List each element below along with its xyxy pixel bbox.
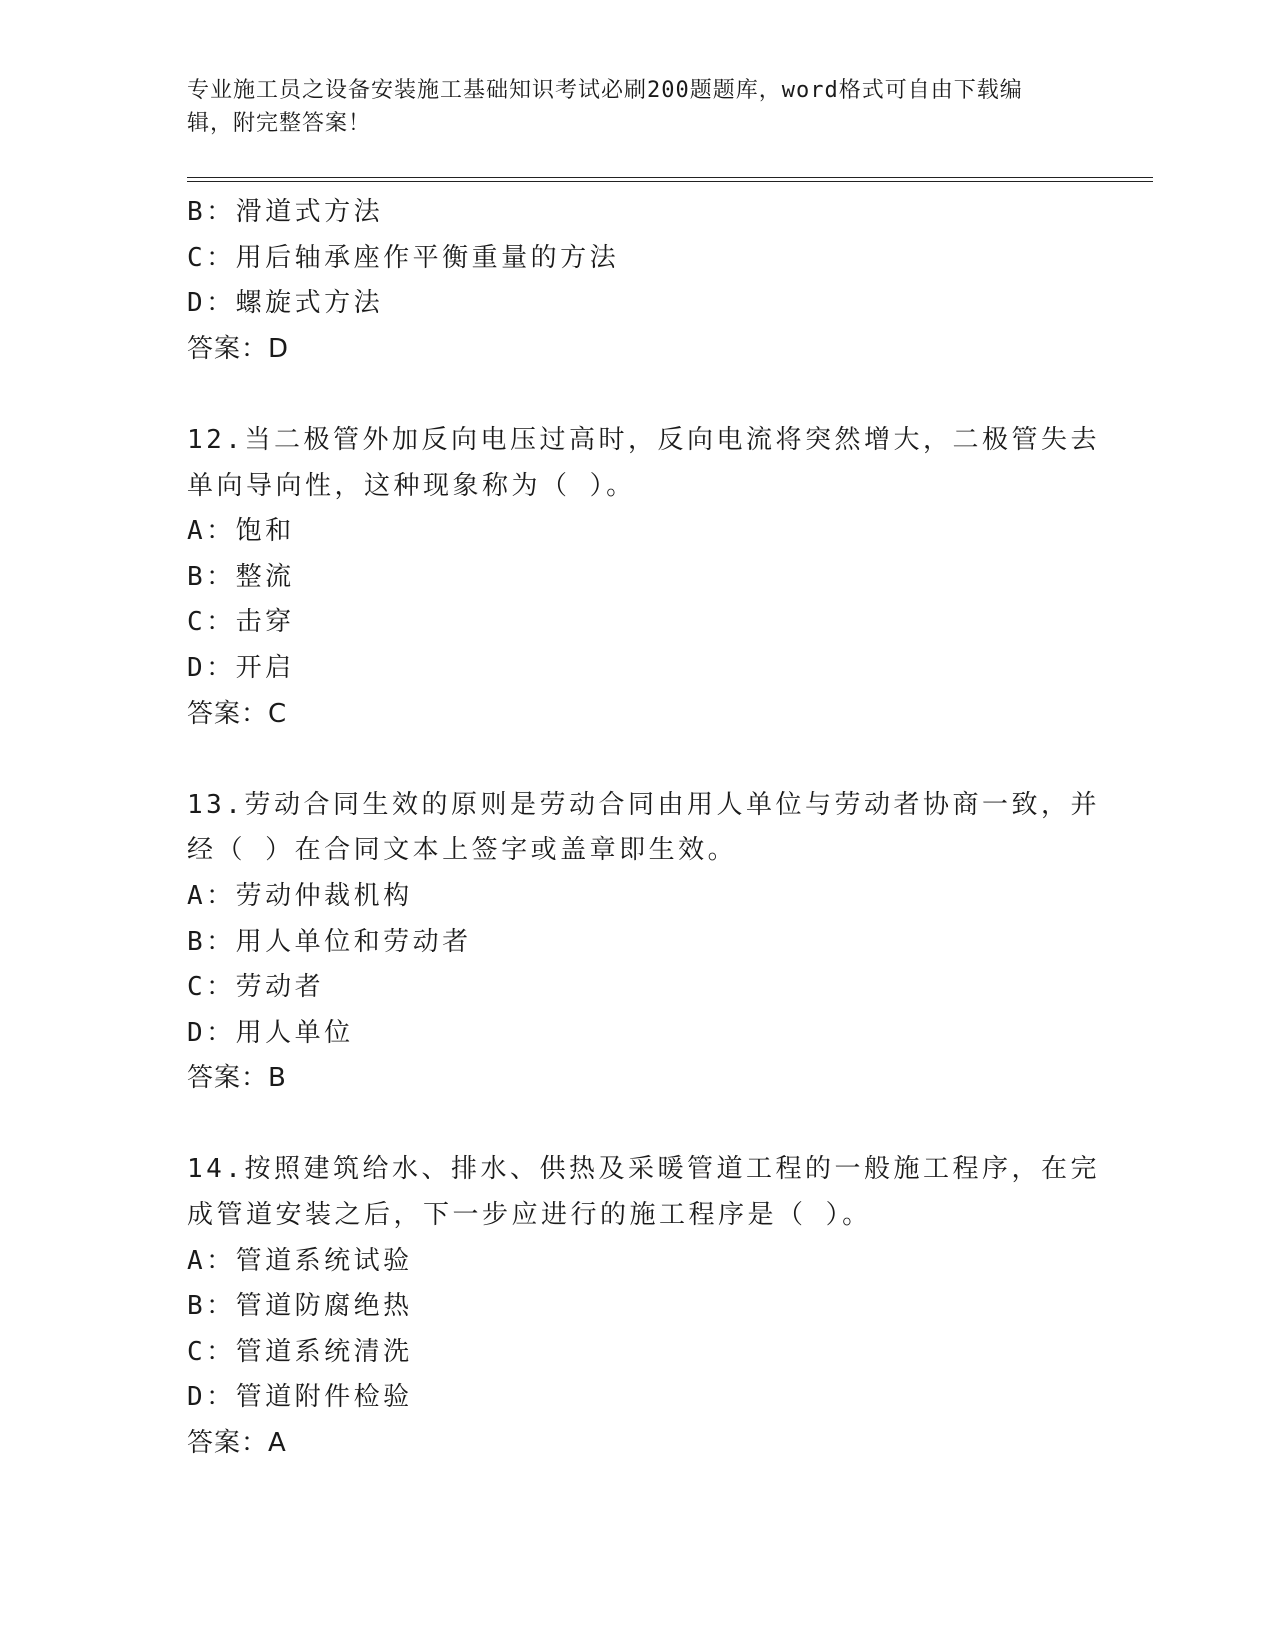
- question-stem: 经（ ）在合同文本上签字或盖章即生效。: [187, 835, 738, 866]
- question-stem: 12.当二极管外加反向电压过高时，反向电流将突然增大，二极管失去: [187, 424, 1100, 455]
- question-stem: 单向导向性，这种现象称为（ ）。: [187, 470, 636, 501]
- header-divider: [187, 177, 1153, 182]
- option-d: D：开启: [187, 652, 295, 683]
- option-c: C：用后轴承座作平衡重量的方法: [187, 242, 620, 273]
- document-header: 专业施工员之设备安装施工基础知识考试必刷200题题库，word格式可自由下载编辑，附完整答案！: [187, 78, 1023, 136]
- option-c: C：劳动者: [187, 972, 325, 1003]
- answer-line: 答案：B: [187, 1063, 287, 1094]
- option-c: C：击穿: [187, 607, 295, 638]
- option-a: A：管道系统试验: [187, 1245, 413, 1276]
- option-a: A：劳动仲裁机构: [187, 880, 413, 911]
- question-stem: 成管道安装之后，下一步应进行的施工程序是（ ）。: [187, 1200, 872, 1231]
- answer-line: 答案：C: [187, 698, 288, 729]
- option-a: A：饱和: [187, 516, 295, 547]
- question-13: [187, 783, 1100, 1102]
- option-b: B：整流: [187, 561, 295, 592]
- answer-line: 答案：A: [187, 1428, 287, 1459]
- option-d: D：管道附件检验: [187, 1382, 413, 1413]
- option-b: B：滑道式方法: [187, 197, 384, 227]
- option-d: D：螺旋式方法: [187, 288, 384, 319]
- question-14: [187, 1147, 1100, 1466]
- question-stem: 13.劳动合同生效的原则是劳动合同由用人单位与劳动者协商一致，并: [187, 789, 1100, 820]
- question-12: [187, 418, 1100, 737]
- option-b: B：用人单位和劳动者: [187, 926, 472, 957]
- option-c: C：管道系统清洗: [187, 1336, 413, 1367]
- answer-line: 答案：D: [187, 333, 290, 364]
- question-stem: 14.按照建筑给水、排水、供热及采暖管道工程的一般施工程序，在完: [187, 1154, 1100, 1185]
- previous-question-tail: [187, 190, 1087, 372]
- option-b: B：管道防腐绝热: [187, 1291, 413, 1322]
- question-content: [187, 190, 1100, 1467]
- option-d: D：用人单位: [187, 1017, 354, 1048]
